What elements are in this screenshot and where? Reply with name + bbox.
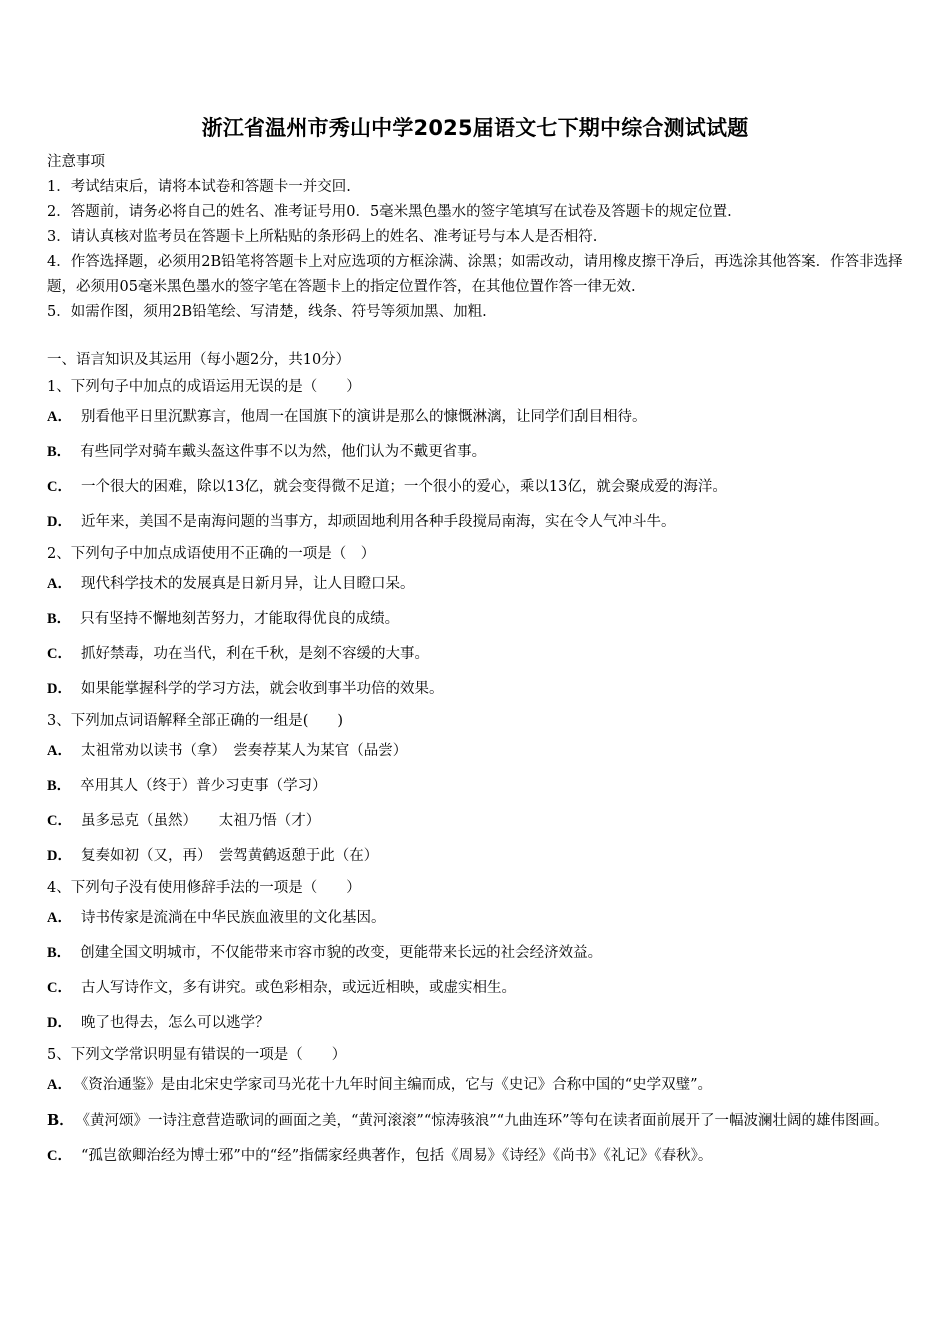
option-item <box>47 637 907 672</box>
option-text: “孤岂欲卿治经为博士邪”中的“经”指儒家经典著作，包括《周易》《诗经》《尚书》《礼记》《春秋》。 <box>80 1148 713 1164</box>
option-item <box>47 1139 907 1174</box>
option-item <box>47 400 907 435</box>
option-letter: A． <box>47 743 72 759</box>
option-letter: C． <box>47 479 72 495</box>
option-item <box>47 901 907 936</box>
option-text: 卒用其人（终于）普少习吏事（学习） <box>80 778 327 794</box>
option-text: 如果能掌握科学的学习方法，就会收到事半功倍的效果。 <box>80 681 444 697</box>
option-text: 太祖常劝以读书（拿） 尝奏荐某人为某官（品尝） <box>80 743 408 759</box>
option-item <box>47 602 907 637</box>
option-letter: A． <box>47 1077 72 1093</box>
option-letter: B． <box>47 1112 74 1129</box>
notice-item: 4．作答选择题，必须用2B铅笔将答题卡上对应选项的方框涂满、涂黑；如需改动，请用橡皮擦干净后，再选涂其他答案．作答非选择题，必须用05毫米黑色墨水的签字笔在答题卡上的指定位置作答，在其他位置作答一律无效. <box>47 254 903 295</box>
option-text: 复奏如初（又，再） 尝驾黄鹤返憩于此（在） <box>80 848 379 864</box>
notice-item: 2．答题前，请务必将自己的姓名、准考证号用0．5毫米黑色墨水的签字笔填写在试卷及答题卡的规定位置. <box>47 204 732 220</box>
option-letter: B． <box>47 778 72 794</box>
option-text: 现代科学技术的发展真是日新月异，让人目瞪口呆。 <box>80 576 415 592</box>
option-text: 《资治通鉴》是由北宋史学家司马光花十九年时间主编而成，它与《史记》合称中国的“史学双璧”。 <box>80 1077 713 1093</box>
page-title: 浙江省温州市秀山中学2025届语文七下期中综合测试试题 <box>201 116 749 140</box>
notice-item: 1．考试结束后，请将本试卷和答题卡一并交回. <box>47 179 351 195</box>
option-item <box>47 1068 907 1103</box>
option-text: 《黄河颂》一诗注意营造歌词的画面之美，“黄河滚滚”“惊涛骇浪”“九曲连环”等句在读者面前展开了一幅波澜壮阔的雄伟图画。 <box>82 1113 889 1129</box>
notice-block <box>47 150 907 325</box>
option-letter: D． <box>47 514 72 530</box>
question-stem: 2、下列句子中加点成语使用不正确的一项是（ ） <box>47 546 376 562</box>
option-text: 创建全国文明城市，不仅能带来市容市貌的改变，更能带来长远的社会经济效益。 <box>80 945 603 961</box>
option-text: 古人写诗作文，多有讲究。或色彩相杂，或远近相映，或虚实相生。 <box>80 980 516 996</box>
option-letter: D． <box>47 681 72 697</box>
option-item <box>47 435 907 470</box>
question-stem: 1、下列句子中加点的成语运用无误的是（ ） <box>47 379 361 395</box>
question-stem: 4、下列句子没有使用修辞手法的一项是（ ） <box>47 880 361 896</box>
option-letter: A． <box>47 409 72 425</box>
notice-item: 5．如需作图，须用2B铅笔绘、写清楚，线条、符号等须加黑、加粗. <box>47 304 487 320</box>
option-item <box>47 672 907 707</box>
option-letter: D． <box>47 848 72 864</box>
option-letter: B． <box>47 945 72 961</box>
option-text: 有些同学对骑车戴头盔这件事不以为然，他们认为不戴更省事。 <box>80 444 487 460</box>
option-item <box>47 971 907 1006</box>
option-text: 晚了也得去，怎么可以逃学？ <box>80 1015 270 1031</box>
option-text: 虽多忌克（虽然） 太祖乃悟（才） <box>80 813 321 829</box>
option-letter: A． <box>47 576 72 592</box>
option-item <box>47 734 907 769</box>
question-stem: 5、下列文学常识明显有错误的一项是（ ） <box>47 1047 347 1063</box>
option-letter: B． <box>47 444 72 460</box>
option-text: 一个很大的困难，除以13亿，就会变得微不足道；一个很小的爱心，乘以13亿，就会聚成爱的海洋。 <box>80 479 727 495</box>
option-item <box>47 1006 907 1041</box>
option-item <box>47 804 907 839</box>
option-letter: A． <box>47 910 72 926</box>
option-text: 抓好禁毒，功在当代，利在千秋，是刻不容缓的大事。 <box>80 646 429 662</box>
notice-item: 3．请认真核对监考员在答题卡上所粘贴的条形码上的姓名、准考证号与本人是否相符. <box>47 229 598 245</box>
option-letter: B． <box>47 611 72 627</box>
option-item <box>47 936 907 971</box>
option-text: 近年来，美国不是南海问题的当事方，却顽固地利用各种手段搅局南海，实在令人气冲斗牛。 <box>80 514 676 530</box>
option-letter: C． <box>47 646 72 662</box>
section-language <box>47 348 907 1174</box>
option-text: 只有坚持不懈地刻苦努力，才能取得优良的成绩。 <box>80 611 400 627</box>
option-letter: C． <box>47 980 72 996</box>
option-letter: C． <box>47 813 72 829</box>
option-item <box>47 505 907 540</box>
option-item <box>47 769 907 804</box>
option-item <box>47 1103 907 1139</box>
option-item <box>47 567 907 602</box>
question-stem: 3、下列加点词语解释全部正确的一组是( ) <box>47 713 344 729</box>
section-heading: 一、语言知识及其运用（每小题2分，共10分） <box>47 352 351 368</box>
option-text: 别看他平日里沉默寡言，他周一在国旗下的演讲是那么的慷慨淋漓，让同学们刮目相待。 <box>80 409 647 425</box>
option-item <box>47 470 907 505</box>
option-letter: C． <box>47 1148 72 1164</box>
notice-heading: 注意事项 <box>47 154 105 170</box>
option-text: 诗书传家是流淌在中华民族血液里的文化基因。 <box>80 910 386 926</box>
option-item <box>47 839 907 874</box>
option-letter: D． <box>47 1015 72 1031</box>
